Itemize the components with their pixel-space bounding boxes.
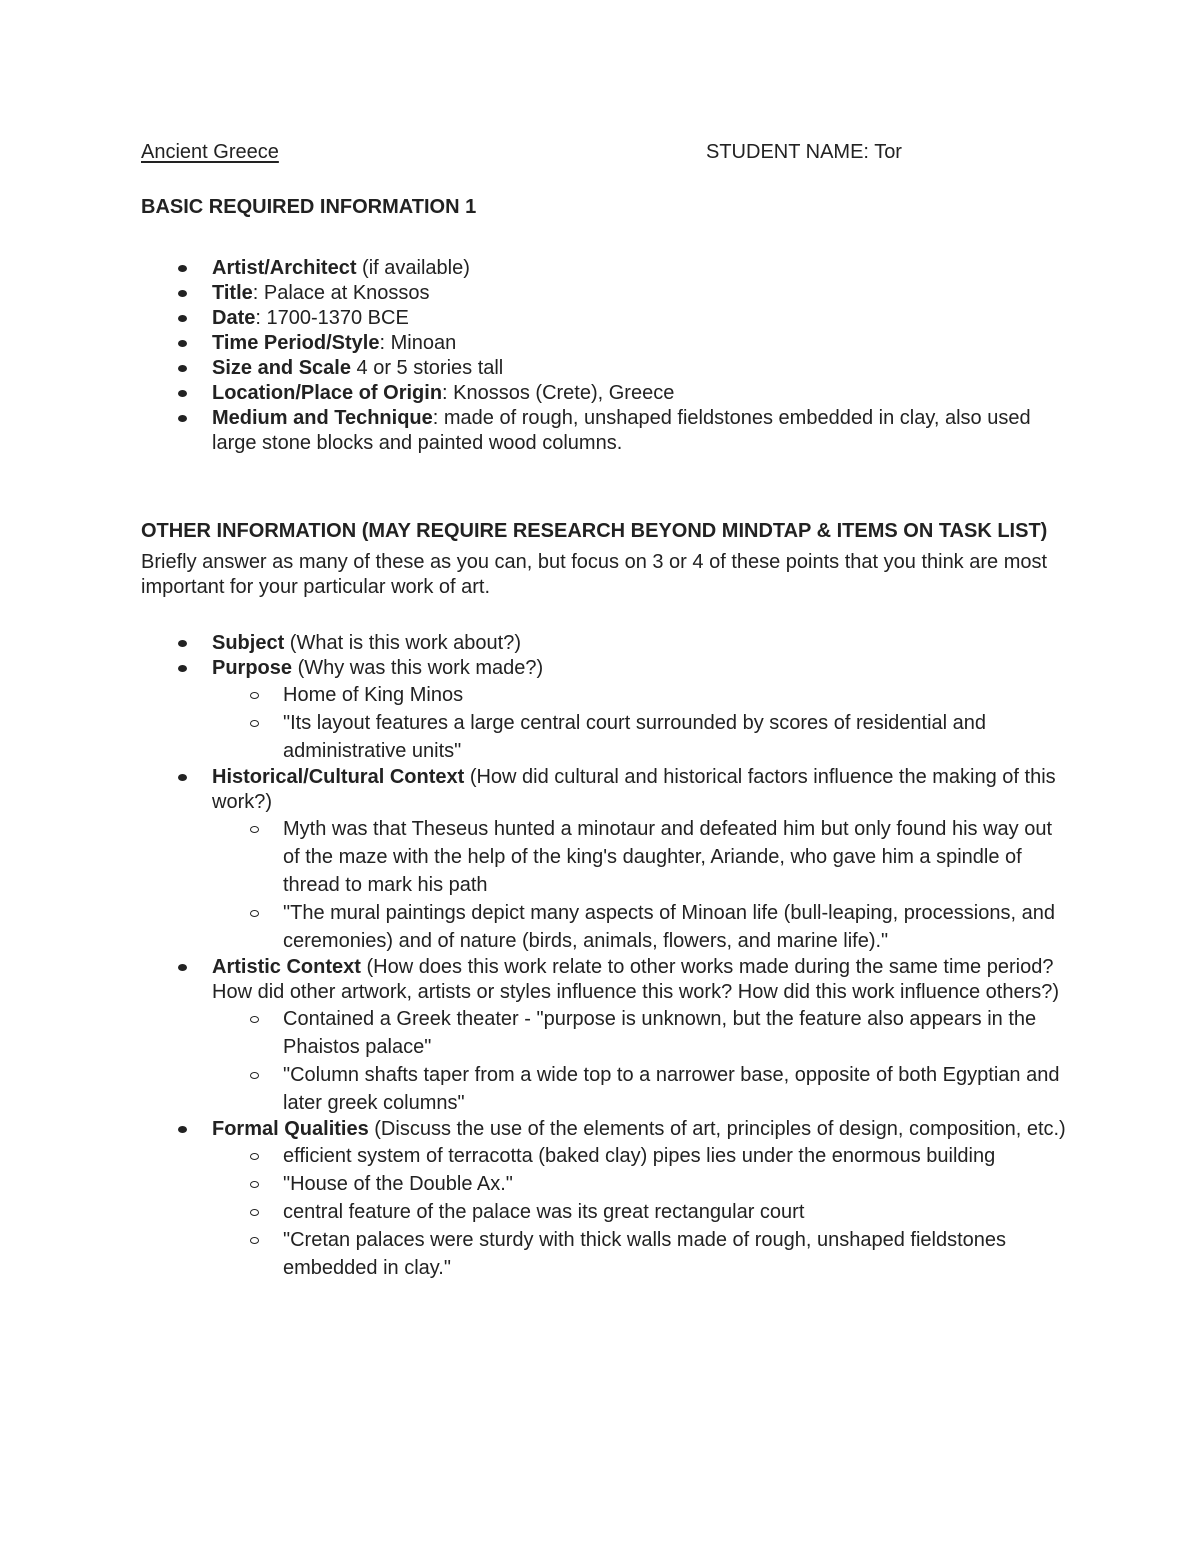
sub-item: central feature of the palace was its great rectangular court	[212, 1198, 1071, 1226]
basic-info-item	[141, 306, 1071, 331]
item-text: : 1700-1370 BCE	[255, 307, 409, 329]
sub-item: "Cretan palaces were sturdy with thick walls made of rough, unshaped fieldstones embedded in clay."	[212, 1226, 1071, 1282]
sub-item: efficient system of terracotta (baked clay) pipes lies under the enormous building	[212, 1142, 1071, 1170]
basic-info-list	[141, 256, 1071, 456]
sub-list	[212, 815, 1071, 955]
sub-list	[212, 681, 1071, 765]
item-label: Location/Place of Origin	[212, 382, 443, 404]
basic-info-item	[141, 256, 1071, 281]
sub-item: Contained a Greek theater - "purpose is unknown, but the feature also appears in the Phaistos palace"	[212, 1005, 1071, 1061]
basic-info-item	[141, 381, 1071, 406]
basic-info-item	[141, 331, 1071, 356]
item-text: : Palace at Knossos	[252, 282, 430, 304]
course-title: Ancient Greece	[141, 141, 279, 163]
item-text: 4 or 5 stories tall	[350, 357, 504, 379]
other-info-item-formal-qualities	[141, 1117, 1071, 1282]
item-text: : Knossos (Crete), Greece	[442, 382, 675, 404]
item-text: (Discuss the use of the elements of art, principles of design, composition, etc.)	[368, 1118, 1066, 1140]
item-label: Medium and Technique	[212, 407, 433, 429]
student-name-value: Tor	[874, 141, 902, 163]
sub-item: "Column shafts taper from a wide top to a narrower base, opposite of both Egyptian and later greek columns"	[212, 1061, 1071, 1117]
other-info-item-historical-context	[141, 765, 1071, 955]
item-label: Title	[212, 282, 253, 304]
item-label: Artist/Architect	[212, 257, 357, 279]
document-header	[141, 140, 1071, 168]
other-info-intro: Briefly answer as many of these as you can, but focus on 3 or 4 of these points that you think are most important for your particular work of art.	[141, 551, 1048, 598]
document-page	[141, 140, 1071, 1282]
other-info-heading: OTHER INFORMATION (MAY REQUIRE RESEARCH BEYOND MINDTAP & ITEMS ON TASK LIST)	[141, 520, 1048, 542]
item-text: (How did cultural and historical factors influence the making of this work?)	[212, 766, 1056, 813]
item-label: Date	[212, 307, 256, 329]
sub-list	[212, 1142, 1071, 1282]
sub-item: "House of the Double Ax."	[212, 1170, 1071, 1198]
sub-list	[212, 1005, 1071, 1117]
item-text: (How does this work relate to other works made during the same time period? How did other artwork, artists or styles influence this work? How did this work influence others?)	[212, 956, 1060, 1003]
item-text: : made of rough, unshaped fieldstones embedded in clay, also used large stone blocks and painted wood columns.	[212, 407, 1031, 454]
item-label: Artistic Context	[212, 956, 361, 978]
item-text: (What is this work about?)	[284, 632, 521, 654]
other-info-item-purpose	[141, 656, 1071, 765]
item-label: Subject	[212, 632, 285, 654]
basic-info-heading: BASIC REQUIRED INFORMATION 1	[141, 196, 477, 218]
other-info-list	[141, 631, 1071, 1282]
item-label: Size and Scale	[212, 357, 351, 379]
item-label: Time Period/Style	[212, 332, 380, 354]
item-text: (Why was this work made?)	[292, 657, 544, 679]
basic-info-item	[141, 281, 1071, 306]
student-name-line	[706, 140, 902, 165]
item-text: (if available)	[356, 257, 470, 279]
basic-info-item	[141, 406, 1071, 456]
sub-item: "Its layout features a large central court surrounded by scores of residential and administrative units"	[212, 709, 1071, 765]
sub-item: Home of King Minos	[212, 681, 1071, 709]
basic-info-item	[141, 356, 1071, 381]
student-name-label: STUDENT NAME:	[706, 141, 869, 163]
other-info-item-artistic-context	[141, 955, 1071, 1117]
item-text: : Minoan	[379, 332, 457, 354]
other-info-item-subject	[141, 631, 1071, 656]
item-label: Historical/Cultural Context	[212, 766, 465, 788]
sub-item: "The mural paintings depict many aspects of Minoan life (bull-leaping, processions, and ceremonies) and of nature (birds, animals, flowers, and marine life)."	[212, 899, 1071, 955]
item-label: Purpose	[212, 657, 293, 679]
item-label: Formal Qualities	[212, 1118, 369, 1140]
sub-item: Myth was that Theseus hunted a minotaur and defeated him but only found his way out of the maze with the help of the king's daughter, Ariande, who gave him a spindle of thread to mark his path	[212, 815, 1071, 899]
